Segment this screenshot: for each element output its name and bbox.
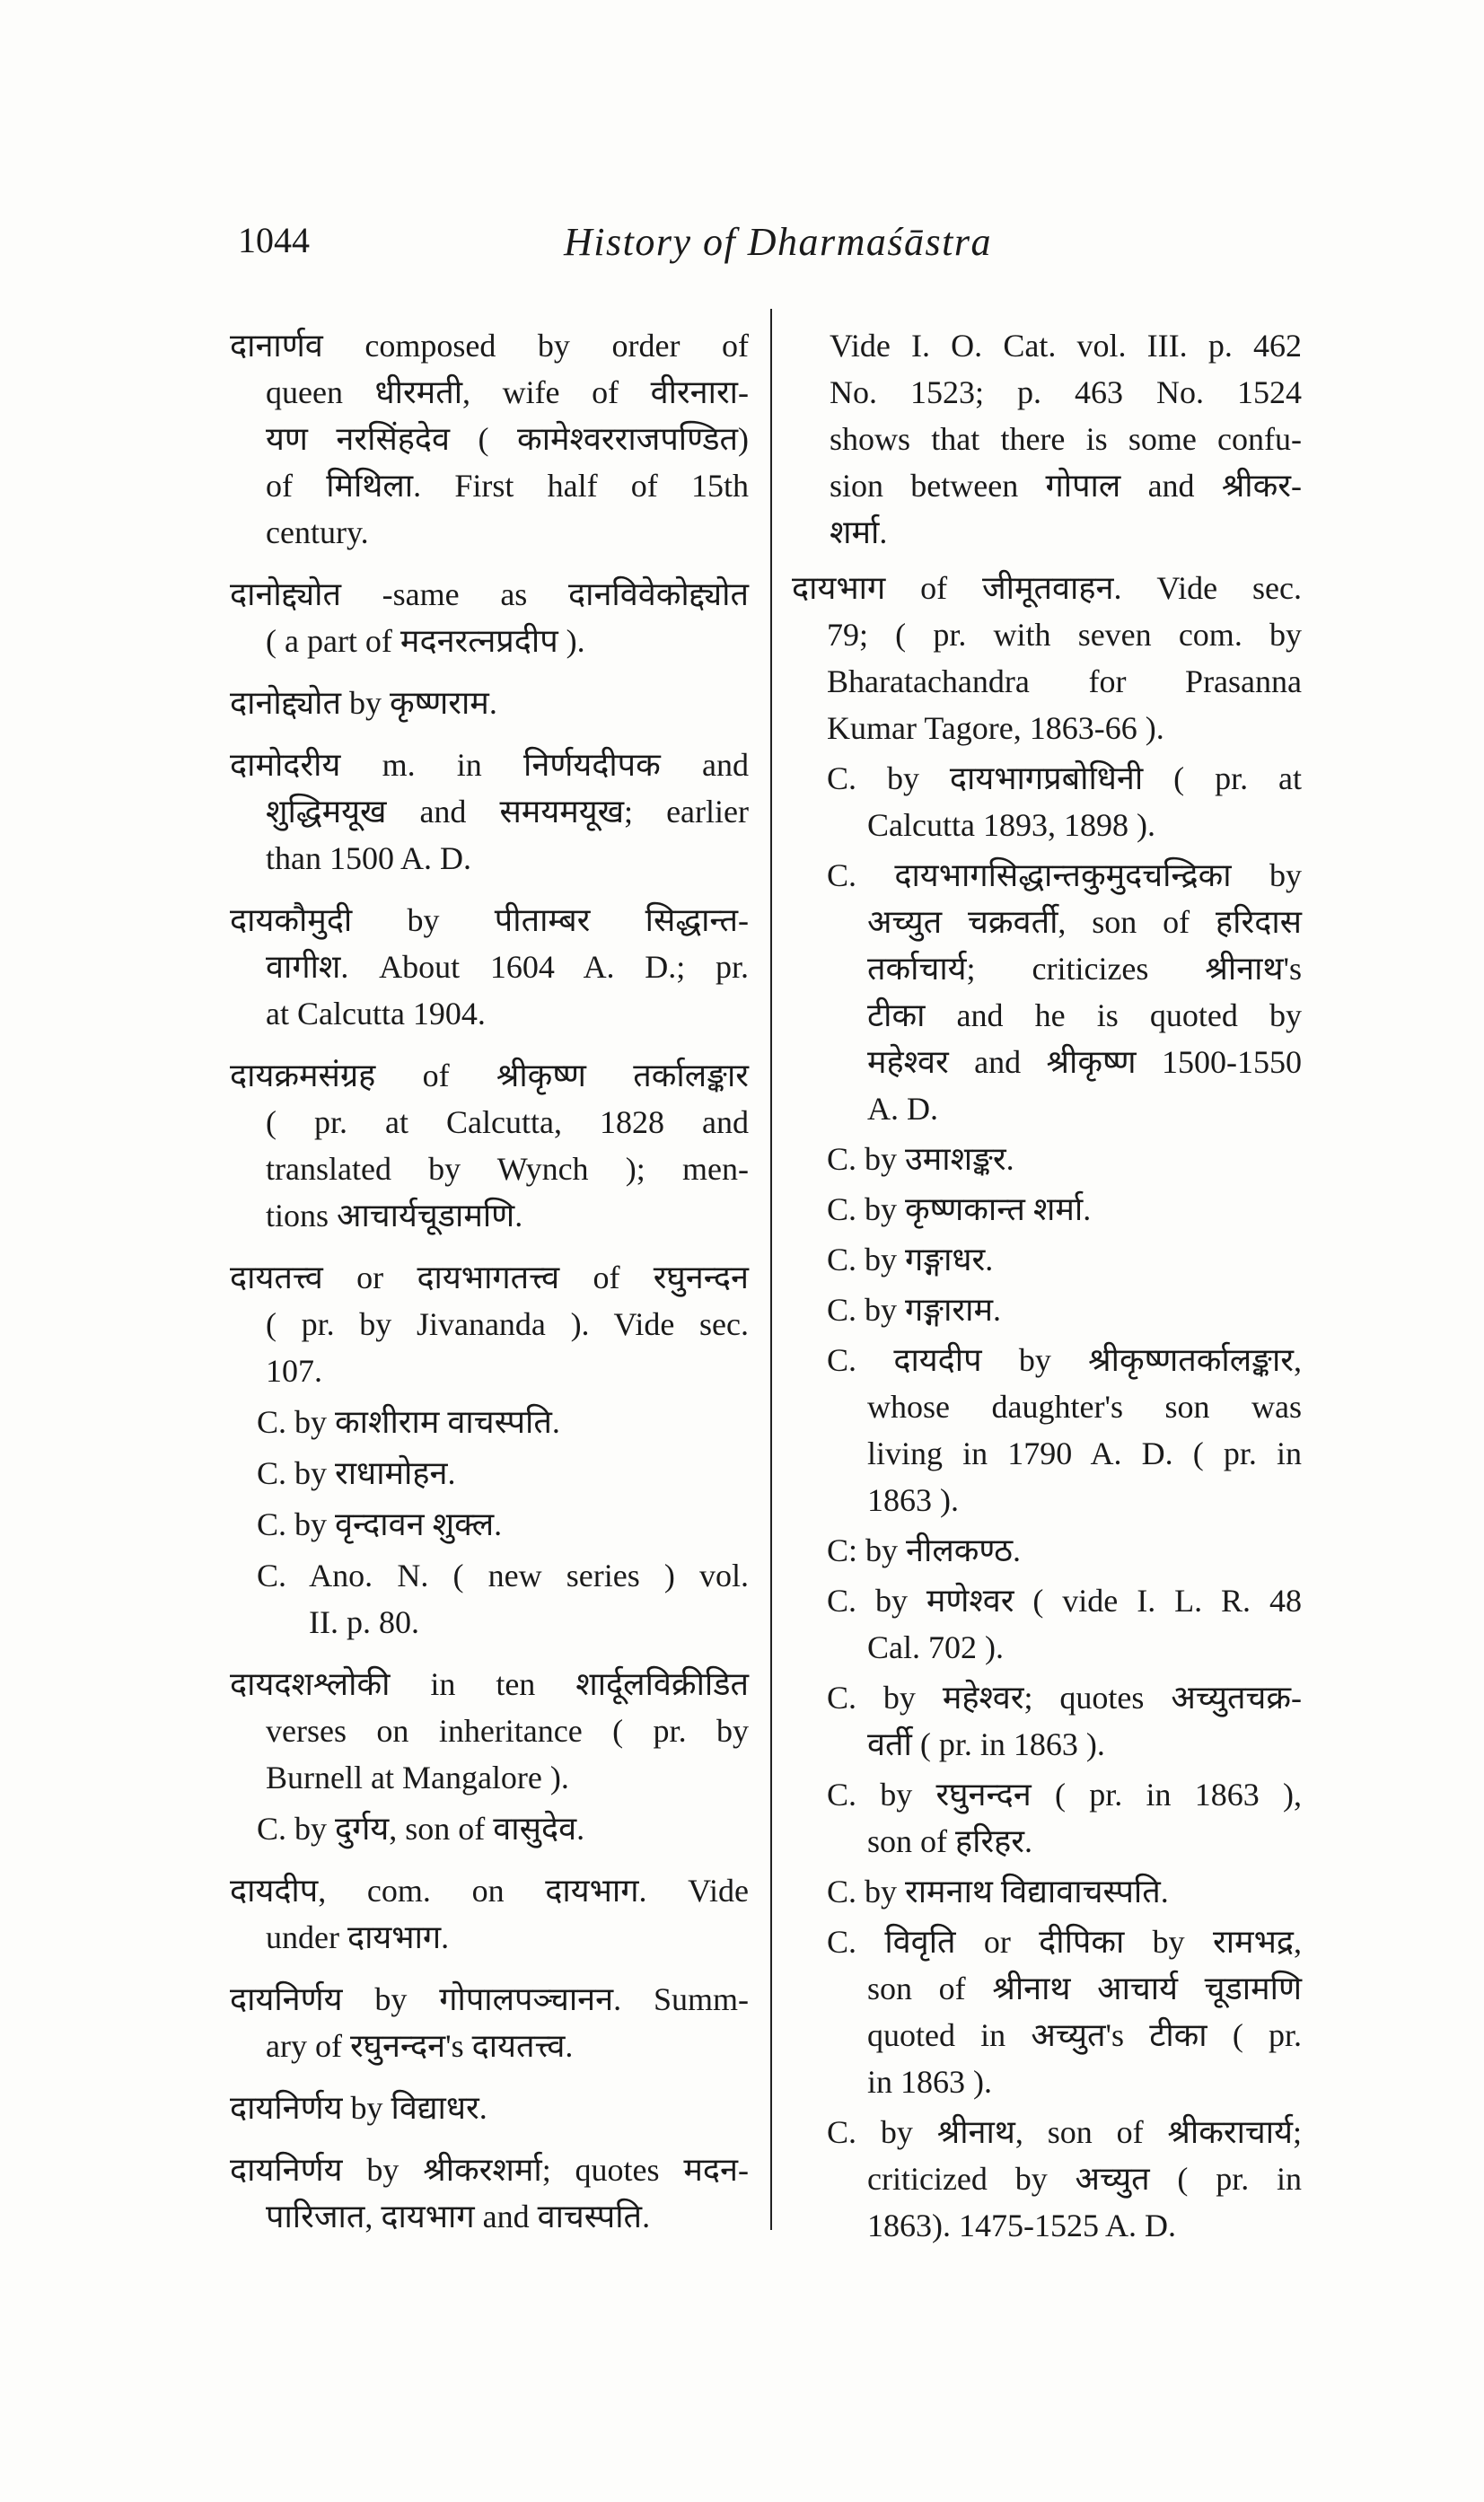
entry-line: son of श्रीनाथ आचार्य चूडामणि xyxy=(867,1971,1302,2006)
dictionary-entry xyxy=(230,1867,749,1961)
commentary-entry xyxy=(792,1136,1302,1182)
dictionary-entry xyxy=(230,1976,749,2069)
entry-line: वर्ती ( pr. in 1863 ). xyxy=(867,1726,1105,1762)
entry-line: ( pr. at Calcutta, 1828 and xyxy=(266,1104,749,1140)
entry-line: 79; ( pr. with seven com. by xyxy=(827,617,1302,653)
entry-line: 1863 ). xyxy=(867,1482,959,1518)
entry-line: अच्युत चक्रवर्ती, son of हरिदास xyxy=(867,904,1302,940)
entry-first-line: C. by महेश्वर; quotes अच्युतचक्र- xyxy=(827,1680,1302,1716)
entry-line: Calcutta 1893, 1898 ). xyxy=(867,807,1155,843)
entry-line: ( pr. by Jivananda ). Vide sec. xyxy=(266,1306,749,1342)
entry-first-line: दायक्रमसंग्रह of श्रीकृष्ण तर्कालङ्कार xyxy=(230,1058,749,1093)
entry-first-line: C: by नीलकण्ठ. xyxy=(827,1532,1021,1568)
entry-line: tions आचार्यचूडामणि. xyxy=(266,1198,523,1233)
commentary-entry xyxy=(792,1527,1302,1574)
commentary-entry xyxy=(792,1186,1302,1233)
entry-first-line: दायनिर्णय by गोपालपञ्चानन. Summ- xyxy=(230,1981,749,2017)
entry-line: shows that there is some confu- xyxy=(830,421,1302,457)
page-number: 1044 xyxy=(238,220,310,260)
commentary-entry xyxy=(792,1577,1302,1671)
entry-line: living in 1790 A. D. ( pr. in xyxy=(867,1435,1302,1471)
entry-first-line: दामोदरीय m. in निर्णयदीपक and xyxy=(230,747,749,783)
entry-line: No. 1523; p. 463 No. 1524 xyxy=(830,374,1302,410)
entry-first-line: C. दायदीप by श्रीकृष्णतर्कालङ्कार, xyxy=(827,1342,1302,1378)
entry-line: 1863). 1475-1525 A. D. xyxy=(867,2208,1176,2243)
entry-line: criticized by अच्युत ( pr. in xyxy=(867,2161,1302,2197)
continued-entry xyxy=(792,322,1302,556)
dictionary-entry xyxy=(230,2085,749,2131)
column-rule xyxy=(770,309,772,2230)
entry-line: II. p. 80. xyxy=(309,1604,419,1640)
entry-line: Burnell at Mangalore ). xyxy=(266,1760,569,1795)
entry-first-line: C. by रघुनन्दन ( pr. in 1863 ), xyxy=(827,1777,1302,1813)
entry-first-line: C. by दुर्गय, son of वासुदेव. xyxy=(257,1811,585,1847)
dictionary-entry xyxy=(230,742,749,882)
commentary-entry xyxy=(230,1501,749,1548)
commentary-entry xyxy=(792,2109,1302,2249)
commentary-entry xyxy=(792,1674,1302,1768)
entry-first-line: C. by गङ्गाराम. xyxy=(827,1292,1001,1328)
entry-first-line: दायतत्त्व or दायभागतत्त्व of रघुनन्दन xyxy=(230,1260,749,1295)
entry-line: ary of रघुनन्दन's दायतत्त्व. xyxy=(266,2028,574,2064)
entry-line: translated by Wynch ); men- xyxy=(266,1151,749,1187)
commentary-entry xyxy=(792,1868,1302,1915)
entry-line: sion between गोपाल and श्रीकर- xyxy=(830,468,1302,504)
entry-line: than 1500 A. D. xyxy=(266,840,471,876)
entry-line: of मिथिला. First half of 15th xyxy=(266,468,749,504)
commentary-entry xyxy=(230,1805,749,1852)
entry-line: यण नरसिंहदेव ( कामेश्वरराजपण्डित) xyxy=(266,421,749,457)
commentary-entry xyxy=(792,1337,1302,1523)
entry-first-line: दायकौमुदी by पीताम्बर सिद्धान्त- xyxy=(230,902,749,938)
entry-first-line: दायनिर्णय by श्रीकरशर्मा; quotes मदन- xyxy=(230,2152,749,2188)
entry-first-line: दायदीप, com. on दायभाग. Vide xyxy=(230,1873,749,1909)
entry-line: at Calcutta 1904. xyxy=(266,996,486,1032)
entry-line: वागीश. About 1604 A. D.; pr. xyxy=(266,949,749,985)
commentary-entry xyxy=(792,1771,1302,1865)
entry-first-line: दायदशश्लोकी in ten शार्दूलविक्रीडित xyxy=(230,1666,749,1702)
entry-first-line: C. by राधामोहन. xyxy=(257,1455,456,1491)
commentary-entry xyxy=(792,1286,1302,1333)
entry-first-line: C. by श्रीनाथ, son of श्रीकराचार्य; xyxy=(827,2114,1302,2150)
dictionary-entry xyxy=(230,1254,749,1394)
entry-line: verses on inheritance ( pr. by xyxy=(266,1713,749,1749)
entry-line: महेश्वर and श्रीकृष्ण 1500-1550 xyxy=(867,1044,1302,1080)
entry-first-line: C. विवृति or दीपिका by रामभद्र, xyxy=(827,1924,1302,1960)
dictionary-entry xyxy=(230,1052,749,1239)
running-title: History of Dharmaśāstra xyxy=(564,220,992,264)
dictionary-entry xyxy=(792,565,1302,751)
entry-line: शर्मा. xyxy=(830,514,888,550)
entry-first-line: C. by काशीराम वाचस्पति. xyxy=(257,1404,560,1440)
entry-line: A. D. xyxy=(867,1091,938,1127)
entry-line: Kumar Tagore, 1863-66 ). xyxy=(827,710,1164,746)
entry-line: quoted in अच्युत's टीका ( pr. xyxy=(867,2017,1302,2053)
entry-first-line: C. by रामनाथ विद्यावाचस्पति. xyxy=(827,1874,1169,1909)
right-column xyxy=(792,322,1302,2249)
dictionary-entry xyxy=(230,1661,749,1801)
commentary-entry xyxy=(230,1552,749,1646)
entry-line: under दायभाग. xyxy=(266,1919,450,1955)
entry-first-line: दानार्णव composed by order of xyxy=(230,328,749,364)
entry-first-line: C. by कृष्णकान्त शर्मा. xyxy=(827,1191,1092,1227)
entry-first-line: C. Ano. N. ( new series ) vol. xyxy=(257,1558,749,1593)
entry-line: तर्काचार्य; criticizes श्रीनाथ's xyxy=(867,951,1302,987)
commentary-entry xyxy=(230,1450,749,1497)
entry-line: ( a part of मदनरत्नप्रदीप ). xyxy=(266,623,585,659)
commentary-entry xyxy=(792,1236,1302,1283)
entry-line: Cal. 702 ). xyxy=(867,1629,1004,1665)
entry-first-line: C. by मणेश्वर ( vide I. L. R. 48 xyxy=(827,1583,1302,1619)
dictionary-entry xyxy=(230,897,749,1037)
entry-first-line: दानोद्द्योत -same as दानविवेकोद्द्योत xyxy=(230,576,749,612)
entry-line: शुद्धिमयूख and समयमयूख; earlier xyxy=(266,794,749,830)
dictionary-entry xyxy=(230,322,749,556)
entry-first-line: दायनिर्णय by विद्याधर. xyxy=(230,2090,487,2126)
entry-line: whose daughter's son was xyxy=(867,1389,1302,1425)
dictionary-entry xyxy=(230,2146,749,2240)
entry-first-line: C. by दायभागप्रबोधिनी ( pr. at xyxy=(827,760,1302,796)
entry-first-line: C. दायभागसिद्धान्तकुमुदचन्द्रिका by xyxy=(827,857,1302,893)
entry-first-line: दायभाग of जीमूतवाहन. Vide sec. xyxy=(792,570,1302,606)
commentary-entry xyxy=(792,755,1302,848)
left-column xyxy=(230,322,749,2240)
entry-line: son of हरिहर. xyxy=(867,1823,1033,1859)
entry-first-line: C. by वृन्दावन शुक्ल. xyxy=(257,1506,503,1542)
entry-line: Bharatachandra for Prasanna xyxy=(827,663,1302,699)
entry-line: टीका and he is quoted by xyxy=(867,997,1302,1033)
entry-first-line: C. by गङ्गाधर. xyxy=(827,1242,994,1277)
entry-line: 107. xyxy=(266,1353,322,1389)
commentary-entry xyxy=(792,852,1302,1132)
entry-line: in 1863 ). xyxy=(867,2064,992,2100)
entry-line: century. xyxy=(266,514,369,550)
entry-line: queen धीरमती, wife of वीरनारा- xyxy=(266,374,749,410)
commentary-entry xyxy=(792,1918,1302,2105)
entry-first-line: दानोद्द्योत by कृष्णराम. xyxy=(230,685,497,721)
dictionary-entry xyxy=(230,680,749,726)
dictionary-entry xyxy=(230,571,749,664)
entry-first-line: Vide I. O. Cat. vol. III. p. 462 xyxy=(830,328,1302,364)
commentary-entry xyxy=(230,1399,749,1445)
entry-first-line: C. by उमाशङ्कर. xyxy=(827,1141,1014,1177)
entry-line: पारिजात, दायभाग and वाचस्पति. xyxy=(266,2199,651,2234)
